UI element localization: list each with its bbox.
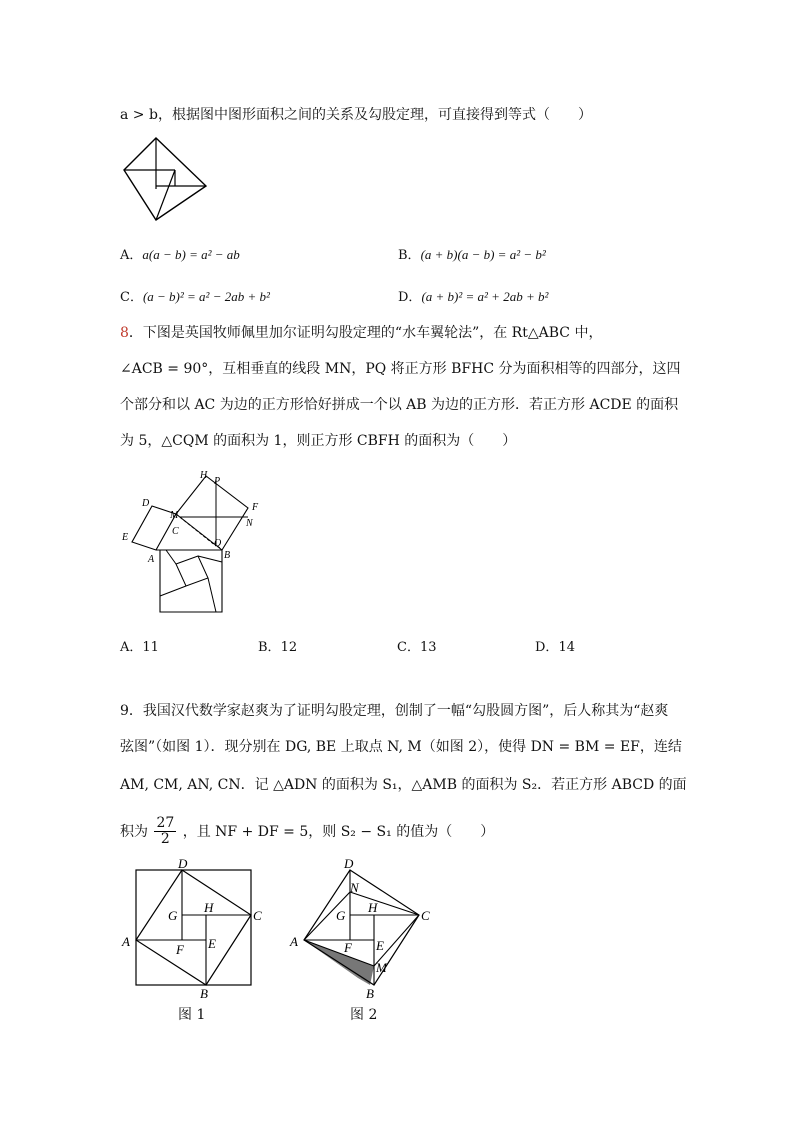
q9-line-4: 积为 $\frac{27}{2}$ ，且 NF + DF = 5，则 S₂ − S₁ 的值为（ ） (120, 815, 495, 848)
q7-pinwheel-figure (120, 134, 210, 224)
fig1-label-a: A (122, 934, 130, 949)
fig2-label-f: F (344, 940, 352, 955)
fig2-label-e: E (376, 938, 384, 953)
q8-line-1: 8．下图是英国牧师佩里加尔证明勾股定理的“水车翼轮法”，在 Rt△ABC 中， (120, 325, 603, 341)
q9-line-2: 弦图”（如图 1）．现分别在 DG, BE 上取点 N, M（如图 2），使得 DN = BM = EF，连结 (120, 739, 682, 755)
q7-stem: a > b，根据图中图形面积之间的关系及勾股定理，可直接得到等式（ ） (120, 107, 592, 123)
q8-label-m: M (170, 510, 179, 521)
q9-line-1: 9．我国汉代数学家赵爽为了证明勾股定理，创制了一幅“勾股圆方图”，后人称其为“赵爽 (120, 703, 669, 719)
q8-line-2: ∠ACB = 90°，互相垂直的线段 MN，PQ 将正方形 BFHC 分为面积相等的四部分，这四 (120, 361, 681, 377)
q8-line-4: 为 5，△CQM 的面积为 1，则正方形 CBFH 的面积为（ ） (120, 433, 517, 449)
q8-label-e: E (122, 532, 129, 543)
fig1-label-h: H (204, 900, 214, 915)
q8-number: 8 (120, 325, 129, 341)
q8-label-p: P (214, 476, 221, 487)
q9-line-3: AM, CM, AN, CN．记 △ADN 的面积为 S₁，△AMB 的面积为 S₂．若正方形 ABCD 的面 (120, 777, 687, 793)
q8-option-c[interactable]: C．13 (397, 640, 437, 655)
q8-label-n: N (246, 518, 253, 529)
q8-label-c: C (172, 526, 179, 537)
q9-figure-2 (288, 854, 433, 999)
q8-label-q: Q (214, 538, 222, 549)
q7-option-c[interactable]: C．(a − b)² = a² − 2ab + b² (120, 289, 270, 305)
q8-label-a: A (148, 554, 155, 565)
fig2-label-h: H (368, 900, 378, 915)
fig2-label-g: G (336, 908, 346, 923)
q8-option-b[interactable]: B．12 (258, 640, 298, 655)
fig2-label-n: N (350, 880, 359, 895)
q9-figure-1 (120, 854, 262, 1001)
q8-label-b: B (224, 550, 231, 561)
fig1-label-f: F (176, 942, 184, 957)
q9-figure-2-caption: 图 2 (350, 1007, 378, 1023)
fig2-label-a: A (290, 934, 298, 949)
q8-label-d: D (142, 498, 150, 509)
fig1-label-b: B (200, 986, 208, 1001)
q8-waterwheel-figure (118, 466, 268, 618)
q8-label-f: F (252, 502, 259, 513)
q7-option-d[interactable]: D．(a + b)² = a² + 2ab + b² (398, 289, 549, 305)
fig1-label-g: G (168, 908, 178, 923)
q7-option-b[interactable]: B．(a + b)(a − b) = a² − b² (398, 247, 546, 263)
fig2-label-d: D (344, 856, 354, 871)
fig2-label-c: C (421, 908, 430, 923)
q9-fraction: $\frac{27}{2}$ (156, 815, 175, 848)
q8-line-3: 个部分和以 AC 为边的正方形恰好拼成一个以 AB 为边的正方形．若正方形 ACDE 的面积 (120, 397, 679, 413)
q8-option-d[interactable]: D．14 (535, 640, 575, 655)
q8-label-h: H (200, 470, 208, 481)
fig1-label-c: C (253, 908, 262, 923)
fig1-label-e: E (208, 936, 216, 951)
q7-option-a[interactable]: A．a(a − b) = a² − ab (120, 247, 240, 263)
q8-option-a[interactable]: A．11 (120, 640, 159, 655)
fig2-label-m: M (376, 960, 387, 975)
fig1-label-d: D (178, 856, 188, 871)
q9-figure-1-caption: 图 1 (178, 1007, 206, 1023)
fig2-label-b: B (366, 986, 374, 1001)
